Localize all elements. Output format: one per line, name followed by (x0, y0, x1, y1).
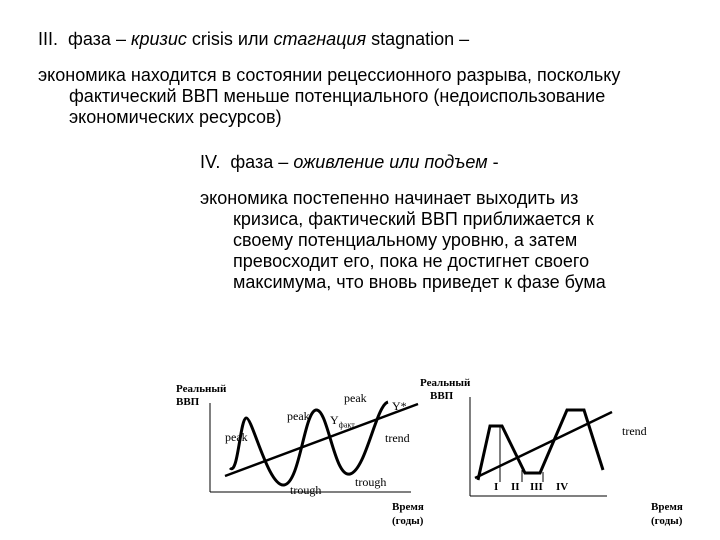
right-phase-label-4: IV (556, 481, 569, 493)
yfact-symbol: Y (330, 413, 339, 427)
phase-3-number: III. (38, 29, 59, 49)
phase-4-tail: - (492, 152, 499, 172)
right-y-label-line-1: Реальный (420, 377, 471, 389)
phase-4-name: оживление или подъем (293, 152, 488, 172)
left-label-yfact (330, 414, 355, 431)
left-label-peak-mid: peak (287, 409, 310, 423)
phase-3-or: или (237, 29, 269, 49)
left-label-trough-1: trough (290, 483, 322, 497)
right-y-label-line-2: ВВП (430, 390, 454, 402)
phase-4-body-line-1: экономика постепенно начинает выходить из (200, 188, 579, 208)
left-label-peak-left: peak (225, 430, 248, 444)
left-label-trend: trend (385, 431, 410, 445)
phase-4-body-line-4: превосходит его, пока не достигнет своего (233, 251, 590, 271)
right-x-label-line-2: (годы) (651, 515, 683, 527)
right-phase-label-1: I (494, 481, 499, 493)
phase-3-dash-2: – (459, 29, 470, 49)
phase-3-body-line-2: фактический ВВП меньше потенциального (недоиспользование (69, 86, 606, 106)
left-diagram (210, 399, 418, 492)
right-cycle-curve (478, 410, 603, 480)
phase-3-body-line-3: экономических ресурсов) (69, 107, 282, 127)
phase-3-dash: – (115, 29, 126, 49)
left-label-ystar: Y* (392, 399, 407, 413)
right-phase-label-2: II (511, 481, 520, 493)
right-phase-label-3: III (530, 481, 543, 493)
phase-3-stagnation-en: stagnation (371, 29, 455, 49)
phase-4-body-line-3: своему потенциальному уровню, а затем (233, 230, 578, 250)
phase-3-word: фаза (68, 29, 111, 49)
phase-4-body-line-2: кризиса, фактический ВВП приближается к (233, 209, 594, 229)
phase-4-dash: – (278, 152, 289, 172)
yfact-subscript: факт (338, 420, 355, 430)
phase-3-crisis-en: crisis (191, 29, 233, 49)
right-x-label-line-1: Время (651, 501, 683, 513)
left-x-label-line-1: Время (392, 501, 424, 513)
phase-3-body-line-1: экономика находится в состоянии рецессионного разрыва, поскольку (38, 65, 621, 85)
phase-4-number: IV. (200, 152, 221, 172)
left-x-label-line-2: (годы) (392, 515, 424, 527)
left-y-label-line-1: Реальный (176, 383, 227, 395)
left-label-trough-2: trough (355, 475, 387, 489)
phase-4-word: фаза (230, 152, 274, 172)
left-label-peak-top: peak (344, 391, 367, 405)
right-label-trend: trend (622, 424, 647, 438)
phase-3-stagnation-ru: стагнация (273, 29, 367, 49)
phase-3-crisis-ru: кризис (130, 29, 187, 49)
phase-4-body-line-5: максимума, что вновь приведет к фазе бума (233, 272, 606, 292)
left-y-label-line-2: ВВП (176, 396, 200, 408)
